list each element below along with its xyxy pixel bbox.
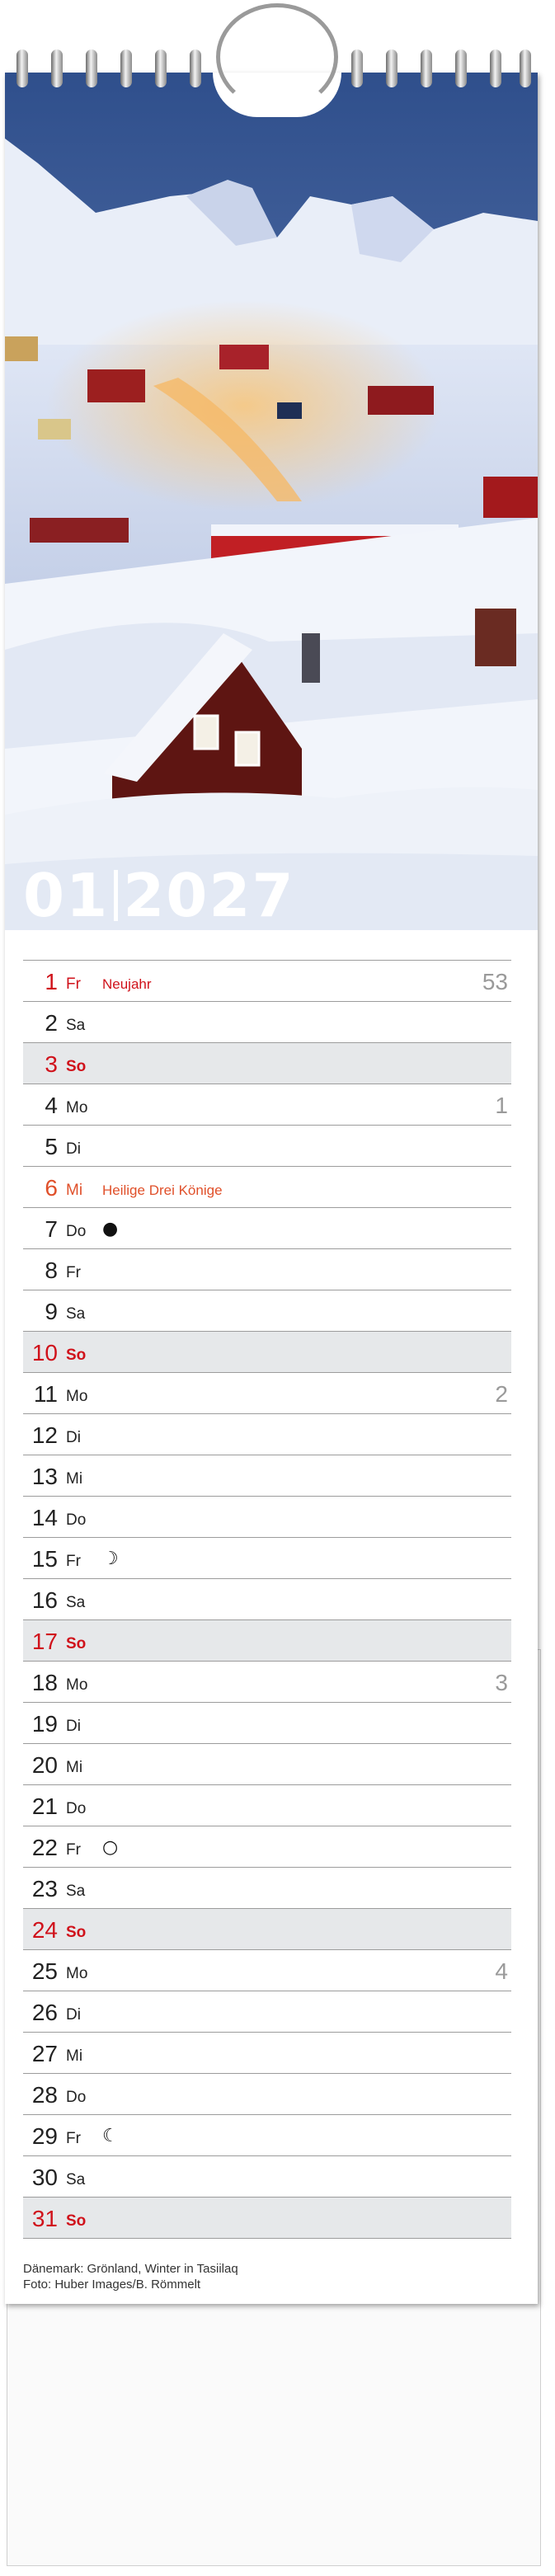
month-title <box>23 863 295 928</box>
week-number: 4 <box>495 1958 508 1984</box>
day-number: 4 <box>45 1093 58 1118</box>
day-row <box>23 1537 511 1578</box>
binding-ring <box>455 49 467 87</box>
day-row <box>23 1331 511 1372</box>
weekday-label: Fr <box>66 2130 81 2147</box>
day-number: 11 <box>33 1381 58 1407</box>
day-number: 28 <box>31 2082 58 2108</box>
day-number: 1 <box>45 969 58 994</box>
title-separator <box>114 870 118 921</box>
holiday-label: Heilige Drei Könige <box>102 1182 223 1198</box>
full-moon-icon: ○ <box>102 1837 119 1858</box>
weekday-label: Mi <box>66 1470 83 1488</box>
day-number: 30 <box>31 2165 58 2190</box>
weekday-label: So <box>66 1924 87 1941</box>
day-number: 26 <box>31 2000 58 2025</box>
weekday-label: Di <box>66 1429 81 1446</box>
day-number: 14 <box>31 1505 58 1530</box>
day-number: 9 <box>45 1299 58 1324</box>
day-number: 20 <box>31 1752 58 1778</box>
week-number: 2 <box>495 1381 508 1407</box>
weekday-label: Mo <box>66 1099 88 1116</box>
weekday-label: Di <box>66 2006 81 2024</box>
weekday-label: Fr <box>66 1841 81 1859</box>
binding-ring <box>86 49 97 87</box>
weekday-label: Fr <box>66 1553 81 1570</box>
new-moon-icon: ● <box>102 1219 119 1239</box>
day-row <box>23 1743 511 1784</box>
day-row <box>23 1455 511 1496</box>
weekday-label: Sa <box>66 1883 86 1900</box>
caption-location: Dänemark: Grönland, Winter in Tasiilaq <box>23 2262 238 2276</box>
day-row <box>23 1248 511 1290</box>
day-row <box>23 960 511 1001</box>
day-row <box>23 1042 511 1084</box>
week-number: 3 <box>495 1670 508 1695</box>
binding-ring <box>155 49 167 87</box>
weekday-label: So <box>66 2212 87 2230</box>
weekday-label: So <box>66 1635 87 1652</box>
week-number: 53 <box>482 969 508 994</box>
day-row <box>23 1991 511 2032</box>
day-number: 29 <box>31 2123 58 2149</box>
weekday-label: So <box>66 1347 87 1364</box>
binding-ring <box>16 49 28 87</box>
day-number: 7 <box>45 1216 58 1242</box>
week-number: 1 <box>495 1093 508 1118</box>
holiday-label: Neujahr <box>102 976 152 992</box>
weekday-label: Di <box>66 1140 81 1158</box>
day-number: 13 <box>31 1464 58 1489</box>
weekday-label: Di <box>66 1718 81 1735</box>
day-row <box>23 1784 511 1826</box>
day-number: 2 <box>45 1010 58 1036</box>
photo-caption <box>23 2261 238 2292</box>
weekday-label: Do <box>66 2089 87 2106</box>
day-number: 27 <box>31 2041 58 2066</box>
day-list-end-rule <box>23 2238 511 2239</box>
day-number: 22 <box>31 1835 58 1860</box>
day-number: 5 <box>45 1134 58 1159</box>
day-row <box>23 1826 511 1867</box>
day-number: 8 <box>45 1257 58 1283</box>
weekday-label: Sa <box>66 1017 86 1034</box>
binding-ring <box>490 49 501 87</box>
weekday-label: Sa <box>66 1594 86 1611</box>
weekday-label: Do <box>66 1223 87 1240</box>
binding-ring <box>51 49 63 87</box>
caption-credit: Foto: Huber Images/B. Römmelt <box>23 2278 201 2292</box>
day-row <box>23 1949 511 1991</box>
weekday-label: Mo <box>66 1388 88 1405</box>
day-row <box>23 1001 511 1042</box>
day-row <box>23 1908 511 1949</box>
binding-ring <box>351 49 363 87</box>
day-row <box>23 1867 511 1908</box>
year-number: 2027 <box>123 861 295 930</box>
day-row <box>23 1290 511 1331</box>
day-number: 31 <box>31 2206 58 2231</box>
day-row <box>23 1084 511 1125</box>
day-row <box>23 1578 511 1619</box>
day-number: 19 <box>31 1711 58 1737</box>
day-number: 12 <box>31 1422 58 1448</box>
binding-ring <box>386 49 397 87</box>
day-number: 3 <box>45 1051 58 1077</box>
day-row <box>23 2197 511 2238</box>
day-number: 25 <box>31 1958 58 1984</box>
day-number: 18 <box>31 1670 58 1695</box>
binding-ring <box>421 49 432 87</box>
day-list <box>23 960 511 2239</box>
calendar-photo <box>5 73 538 930</box>
first-quarter-moon-icon: ☽ <box>102 1549 119 1569</box>
day-row <box>23 1125 511 1166</box>
day-row <box>23 2155 511 2197</box>
weekday-label: Do <box>66 1800 87 1817</box>
day-row <box>23 1166 511 1207</box>
weekday-label: Mi <box>66 1182 83 1199</box>
day-number: 6 <box>45 1175 58 1201</box>
day-row <box>23 1661 511 1702</box>
day-number: 21 <box>31 1793 58 1819</box>
day-row <box>23 1413 511 1455</box>
day-number: 23 <box>31 1876 58 1901</box>
day-row <box>23 1702 511 1743</box>
binding-ring <box>520 49 531 87</box>
day-number: 15 <box>31 1546 58 1572</box>
month-number: 01 <box>23 861 110 930</box>
weekday-label: Sa <box>66 2171 86 2188</box>
weekday-label: Mi <box>66 2047 83 2065</box>
weekday-label: Fr <box>66 975 81 993</box>
last-quarter-moon-icon: ☾ <box>102 2126 119 2146</box>
day-row <box>23 2032 511 2073</box>
weekday-label: Do <box>66 1511 87 1529</box>
weekday-label: Fr <box>66 1264 81 1281</box>
day-row <box>23 1619 511 1661</box>
day-number: 10 <box>31 1340 58 1366</box>
weekday-label: Mo <box>66 1965 88 1982</box>
binding-ring <box>190 49 201 87</box>
day-number: 17 <box>31 1629 58 1654</box>
day-number: 24 <box>31 1917 58 1943</box>
binding-ring <box>120 49 132 87</box>
day-row <box>23 2114 511 2155</box>
hanger-wire <box>216 3 338 110</box>
day-row <box>23 1496 511 1537</box>
weekday-label: Sa <box>66 1305 86 1323</box>
weekday-label: Mo <box>66 1676 88 1694</box>
day-row <box>23 1207 511 1248</box>
weekday-label: So <box>66 1058 87 1075</box>
weekday-label: Mi <box>66 1759 83 1776</box>
day-row <box>23 1372 511 1413</box>
day-number: 16 <box>31 1587 58 1613</box>
day-row <box>23 2073 511 2114</box>
